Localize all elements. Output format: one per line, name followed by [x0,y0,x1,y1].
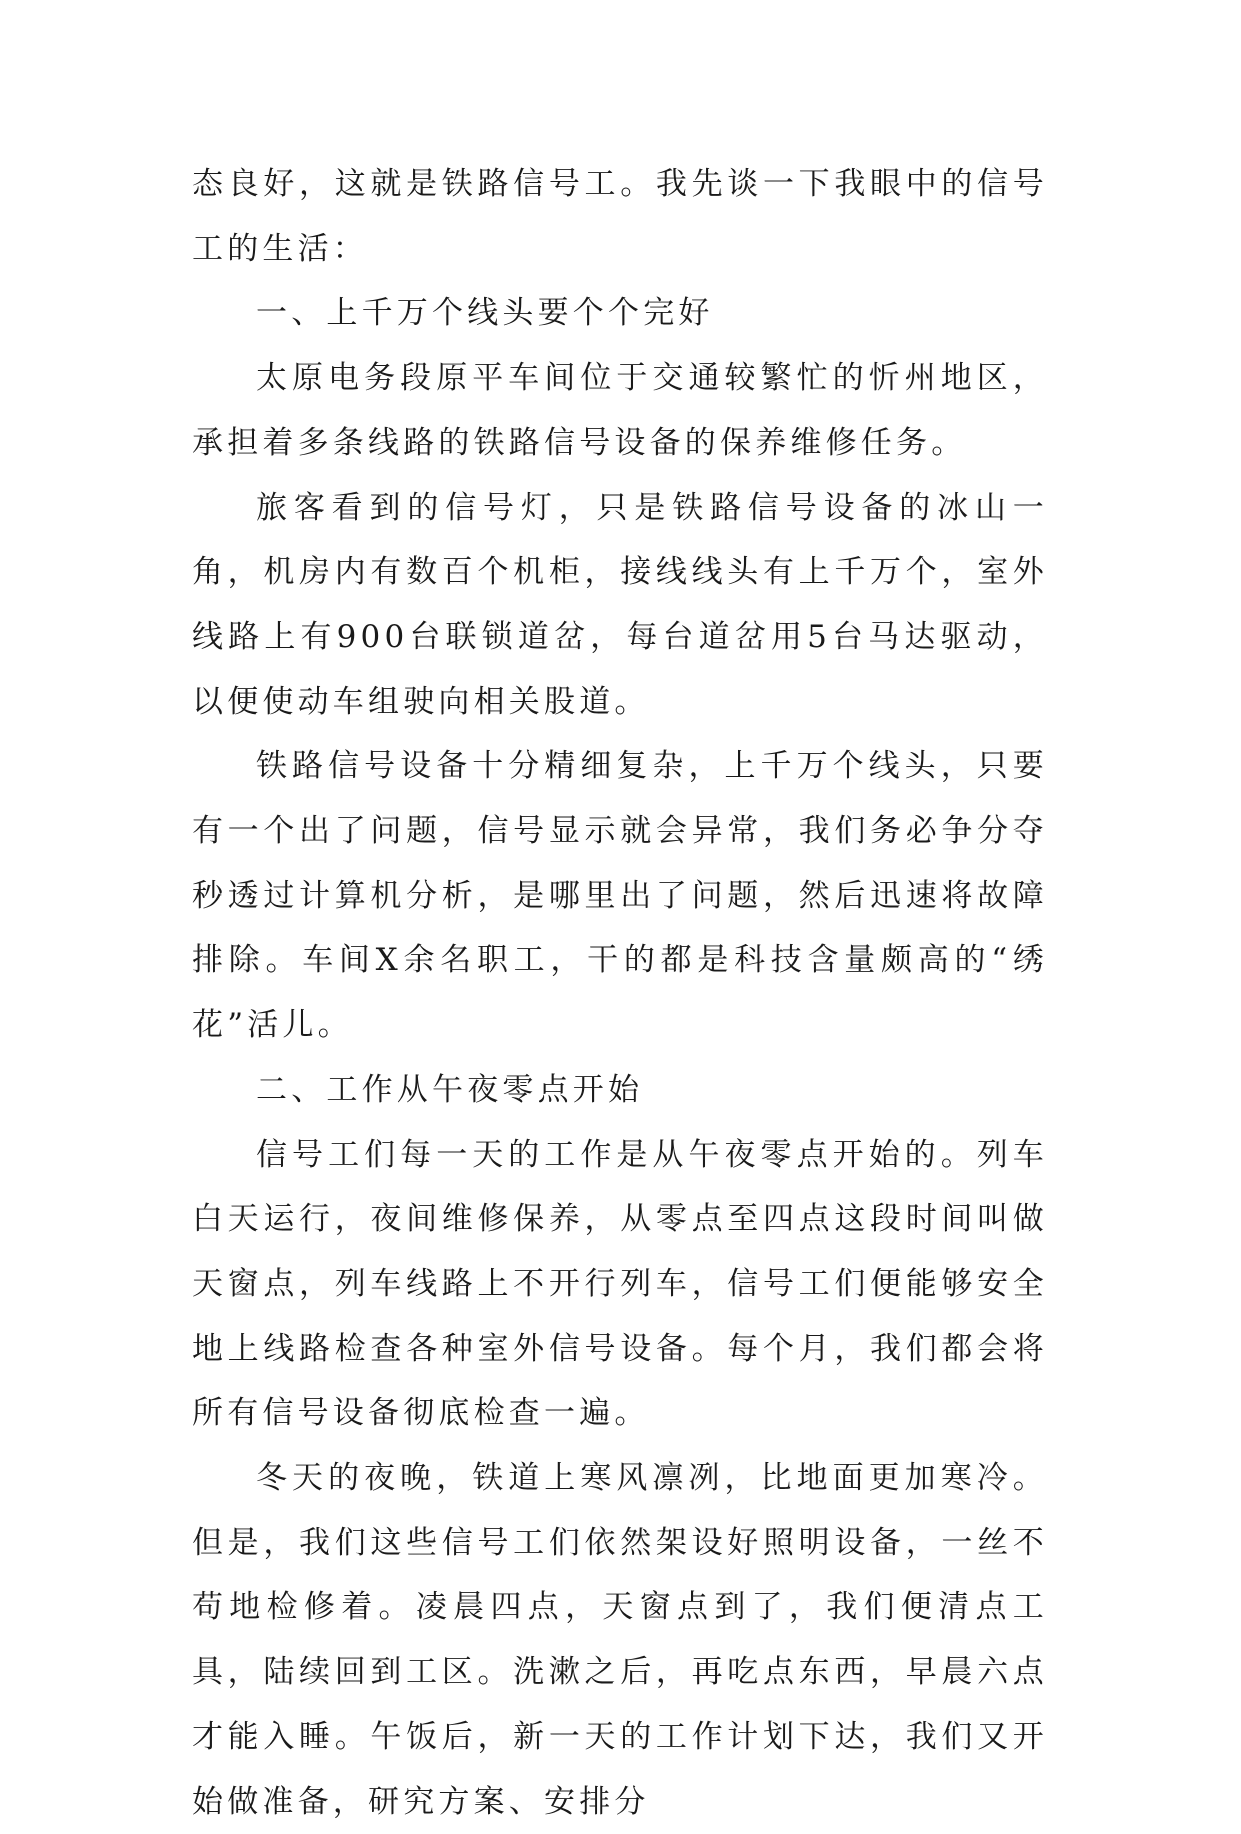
document-body [192,152,1048,1834]
paragraph: 太原电务段原平车间位于交通较繁忙的忻州地区，承担着多条线路的铁路信号设备的保养维修任务。 [192,360,1048,461]
paragraph: 旅客看到的信号灯，只是铁路信号设备的冰山一角，机房内有数百个机柜，接线线头有上千万个，室外线路上有900台联锁道岔，每台道岔用5台马达驱动，以便使动车组驶向相关股道。 [192,489,1048,720]
section-heading-1: 一、上千万个线头要个个完好 [256,295,714,332]
paragraph: 信号工们每一天的工作是从午夜零点开始的。列车白天运行，夜间维修保养，从零点至四点这段时间叫做天窗点，列车线路上不开行列车，信号工们便能够安全地上线路检查各种室外信号设备。每个月，我们都会将所有信号设备彻底检查一遍。 [192,1136,1048,1432]
section-heading-2: 二、工作从午夜零点开始 [256,1071,644,1108]
paragraph: 铁路信号设备十分精细复杂，上千万个线头，只要有一个出了问题，信号显示就会异常，我们务必争分夺秒透过计算机分析，是哪里出了问题，然后迅速将故障排除。车间X余名职工，干的都是科技含量颇高的“绣花”活儿。 [192,748,1048,1044]
paragraph-continuation: 态良好，这就是铁路信号工。我先谈一下我眼中的信号工的生活： [192,166,1048,267]
paragraph: 冬天的夜晚，铁道上寒风凛冽，比地面更加寒冷。但是，我们这些信号工们依然架设好照明设备，一丝不苟地检修着。凌晨四点，天窗点到了，我们便清点工具，陆续回到工区。洗漱之后，再吃点东西，早晨六点才能入睡。午饭后，新一天的工作计划下达，我们又开始做准备，研究方案、安排分 [192,1460,1048,1820]
